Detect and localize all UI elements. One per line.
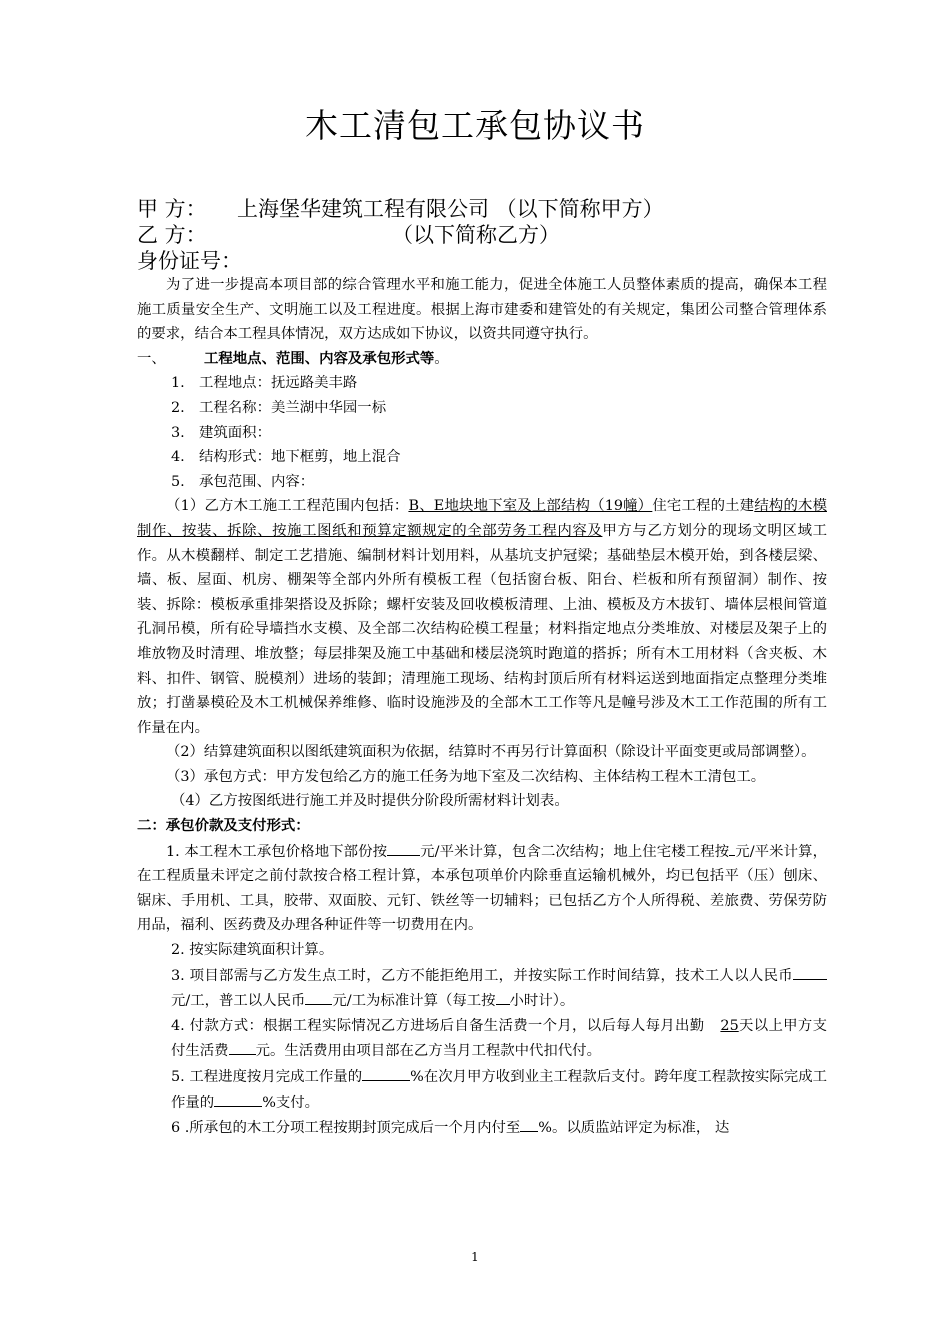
price-clause-2: 2. 按实际建筑面积计算。: [171, 942, 334, 959]
intro-paragraph: 为了进一步提高本项目部的综合管理水平和施工能力，促进全体施工人员整体素质的提高，确保本工程施工质量安全生产、文明施工以及工程进度。根据上海市建委和建管处的有关规定，集团公司整合管理体系的要求，结合本工程具体情况，双方达成如下协议，以资共同遵守执行。: [137, 277, 827, 343]
list-item-text: 工程地点：抚远路美丰路: [199, 375, 358, 392]
price-clause-5: [137, 1064, 827, 1115]
clause-text: 小时计）。: [509, 993, 575, 1010]
attendance-days-value: 25: [720, 1017, 739, 1034]
id-number-label: 身份证号：: [137, 249, 242, 273]
list-item-text: 承包范围、内容：: [199, 473, 315, 490]
blank-field: [362, 1064, 410, 1081]
id-number-line: [137, 248, 242, 274]
blank-field: [520, 1115, 538, 1132]
clause-text: 元/平米计算，在工程质量未评定之前付款按合格工程计算，本承包项单价内除垂直运输机械外，均已包括平（压）刨床、锯床、手用机、工具，胶带、双面胶、元钉、铁丝等一切辅料；已包括乙方个人所得税、差旅费、劳保劳防用品，福利、医药费及办理各种证件等一切费用在内。: [137, 843, 827, 934]
clause-text: 元/平米计算，包含二次结构；地上住宅楼工程按: [420, 843, 730, 860]
clause-text: 5. 工程进度按月完成工作量的: [171, 1069, 363, 1085]
scope-text: 甲方与乙方划分的现场文明区域工作。从木模翻样、制定工艺措施、编制材料计划用料，从基坑支护冠梁；基础垫层木模开始，到各楼层梁、墙、板、屋面、机房、棚架等全部内外所有模板工程（包括窗台板、阳台、栏板和所有预留洞）制作、按装、拆除：模板承重排架搭设及拆除；螺杆安装及回收模板清理、上油、模板及方木拔钉、墙体层根间管道孔洞吊模，所有砼导墙挡水支模、及全部二次结构砼模工程量；材料指定地点分类堆放、对楼层及架子上的堆放物及时清理、堆放整；每层排架及施工中基础和楼层浇筑时跑道的搭拆；所有木工用材料（含夹板、木料、扣件、钢管、脱模剂）进场的装卸；清理施工现场、结构封顶后所有材料运送到地面指定点整理分类堆放；打凿暴模砼及木工机械保养维修、临时设施涉及的全部木工工作等凡是幢号涉及木工工作范围的所有工作量在内。: [137, 522, 827, 736]
blank-field: [305, 988, 332, 1005]
section-1-title: 工程地点、范围、内容及承包形式等: [204, 349, 435, 367]
list-item-text: 结构形式：地下框剪，地上混合: [199, 449, 401, 466]
list-item-number: 2.: [171, 399, 185, 416]
list-item-number: 4.: [171, 449, 185, 466]
clause-text: 3. 项目部需与乙方发生点工时，乙方不能拒绝用工，并按实际工作时间结算，技术工人以人民币: [171, 967, 793, 984]
list-item-number: 3.: [171, 424, 185, 441]
price-clause-1: [137, 839, 827, 938]
list-item-structure: [137, 445, 827, 470]
party-b-line: [137, 222, 560, 248]
scope-paragraph-1: [137, 494, 827, 740]
party-a-label: 甲 方：: [137, 197, 207, 221]
party-b-label: 乙 方：: [137, 223, 207, 247]
agreement-body: [137, 273, 827, 1141]
clause-text: 元。生活费用由项目部在乙方当月工程款中代扣代付。: [255, 1043, 601, 1060]
clause-text: %在次月甲方收到业主工程款后支付。跨年度工程款按实际完成工作量的: [171, 1069, 827, 1111]
party-a-value: 上海堡华建筑工程有限公司 （以下简称甲方）: [237, 197, 664, 221]
list-item-project-name: [137, 396, 827, 421]
list-item-text: 建筑面积：: [199, 424, 271, 441]
scope-paragraph-2: （2）结算建筑面积以图纸建筑面积为依据，结算时不再另行计算面积（除设计平面变更或局部调整）。: [166, 744, 816, 761]
clause-text: 天以上甲方支付生活费: [171, 1017, 827, 1060]
list-item-location: [137, 371, 827, 396]
clause-text: 6 .所承包的木工分项工程按期封顶完成后一个月内付至: [171, 1120, 521, 1137]
section-1-end: 。: [434, 350, 449, 367]
blank-field: [496, 988, 510, 1005]
clause-text: %。以质监站评定为标准， 达: [538, 1120, 730, 1137]
blank-field: [229, 1038, 256, 1055]
price-clause-3: [137, 963, 827, 1014]
scope-paragraph-3: （3）承包方式：甲方发包给乙方的施工任务为地下室及二次结构、主体结构工程木工清包工。: [166, 768, 766, 785]
scope-text: （1）乙方木工施工工程范围内包括：: [166, 498, 409, 515]
scope-text: 住宅工程的土建: [652, 498, 755, 515]
list-item-number: 1.: [171, 375, 185, 392]
clause-text: 元/工为标准计算（每工按: [332, 993, 496, 1010]
clause-text: %支付。: [262, 1094, 320, 1111]
document-title: 木工清包工承包协议书: [305, 106, 645, 145]
list-item-text: 工程名称：美兰湖中华园一标: [199, 399, 387, 416]
scope-underlined-range: B、E地块地下室及上部结构（19幢）: [408, 498, 653, 515]
blank-field: [793, 963, 827, 980]
page-number: 1: [471, 1250, 479, 1264]
clause-text: 1. 本工程木工承包价格地下部份按: [166, 843, 388, 860]
party-a-line: [137, 196, 664, 222]
price-clause-4: [137, 1014, 827, 1064]
scope-underlined-content: 结构的木模制作、按装、拆除、按施工图纸和预算定额规定的全部劳务工程内容及: [137, 498, 827, 539]
section-1-heading: [137, 347, 827, 372]
scope-paragraph-4: （4）乙方按图纸进行施工并及时提供分阶段所需材料计划表。: [171, 793, 569, 810]
price-clause-6: [137, 1115, 827, 1141]
blank-field: [387, 839, 420, 856]
list-item-number: 5.: [171, 473, 185, 490]
clause-text: 元/工，普工以人民币: [171, 993, 306, 1010]
list-item-area: [137, 421, 827, 446]
section-1-number: 一、: [137, 350, 166, 367]
section-2-heading: 二：承包价款及支付形式：: [137, 817, 310, 835]
blank-field: [214, 1090, 262, 1107]
list-item-scope: [137, 470, 827, 495]
clause-text: 4. 付款方式：根据工程实际情况乙方进场后自备生活费一个月，以后每人每月出勤: [171, 1017, 705, 1034]
party-b-value: （以下简称乙方）: [392, 223, 560, 247]
